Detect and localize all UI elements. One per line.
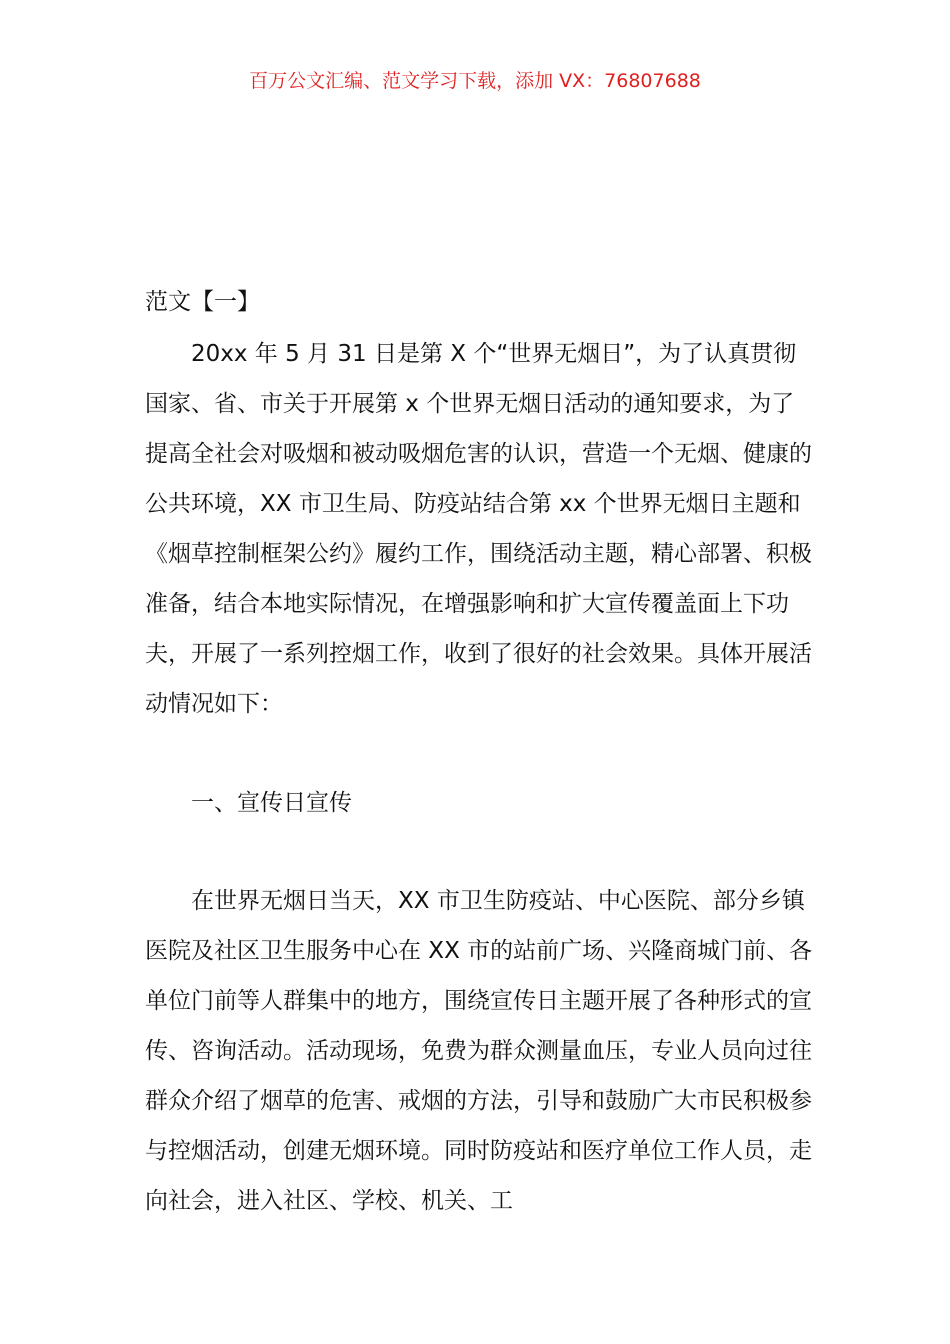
document-body	[145, 282, 817, 1226]
body-paragraph-intro: 20xx 年 5 月 31 日是第 X 个“世界无烟日”，为了认真贯彻国家、省、市关于开展第 x 个世界无烟日活动的通知要求，为了提高全社会对吸烟和被动吸烟危害的认识，营造一个无烟、健康的公共环境，XX 市卫生局、防疫站结合第 xx 个世界无烟日主题和《烟草控制框架公约》履约工作，围绕活动主题，精心部署、积极准备，结合本地实际情况，在增强影响和扩大宣传覆盖面上下功夫，开展了一系列控烟工作，收到了很好的社会效果。具体开展活动情况如下：	[145, 341, 812, 717]
body-paragraph-activities: 在世界无烟日当天，XX 市卫生防疫站、中心医院、部分乡镇医院及社区卫生服务中心在 XX 市的站前广场、兴隆商城门前、各单位门前等人群集中的地方，围绕宣传日主题开展了各种形式的宣传、咨询活动。活动现场，免费为群众测量血压，专业人员向过往群众介绍了烟草的危害、戒烟的方法，引导和鼓励广大市民积极参与控烟活动，创建无烟环境。同时防疫站和医疗单位工作人员，走向社会，进入社区、学校、机关、工	[145, 888, 813, 1214]
sub-heading-publicity-day: 一、宣传日宣传	[191, 790, 352, 816]
section-title: 范文【一】	[145, 289, 260, 315]
header-watermark-note: 百万公文汇编、范文学习下载，添加 VX：76807688	[249, 70, 701, 92]
